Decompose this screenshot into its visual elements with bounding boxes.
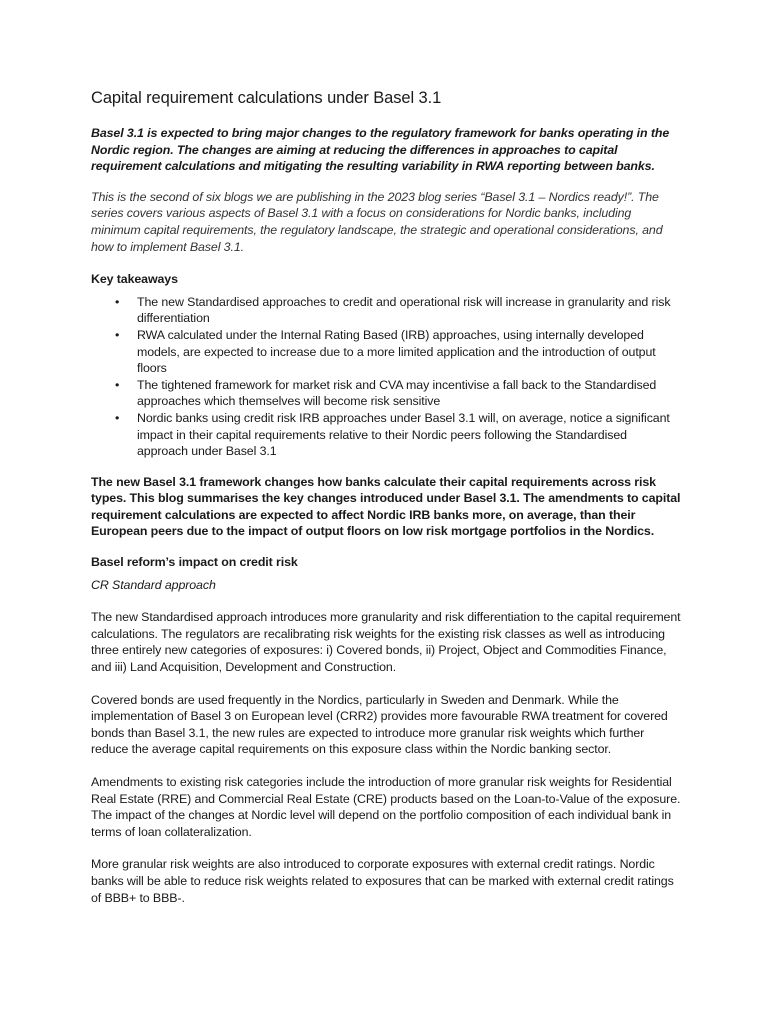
list-item bbox=[91, 377, 681, 410]
key-takeaways-list bbox=[91, 294, 681, 460]
list-item bbox=[91, 410, 681, 460]
list-item bbox=[91, 294, 681, 327]
list-item-text: RWA calculated under the Internal Rating Based (IRB) approaches, using internally developed models, are expected to increase due to a more limited application and the introduction of output floors bbox=[137, 327, 656, 376]
bullet-icon: • bbox=[115, 377, 120, 392]
body-paragraph: Covered bonds are used frequently in the Nordics, particularly in Sweden and Denmark. While the implementation of Basel 3 on European level (CRR2) provides more favourable RWA treatment for covered bonds than Basel 3.1, the new rules are expected to introduce more granular risk weights which further reduce the average capital requirements on this exposure class within the Nordic banking sector. bbox=[91, 692, 668, 757]
bullet-icon: • bbox=[115, 327, 120, 342]
list-item-text: The new Standardised approaches to credit and operational risk will increase in granularity and risk differentiation bbox=[137, 294, 671, 326]
list-item-text: Nordic banks using credit risk IRB approaches under Basel 3.1 will, on average, notice a significant impact in their capital requirements relative to their Nordic peers following the Standardised approach under Basel 3.1 bbox=[137, 410, 670, 459]
credit-risk-heading: Basel reform’s impact on credit risk bbox=[91, 555, 298, 570]
summary-paragraph: The new Basel 3.1 framework changes how banks calculate their capital requirements across risk types. This blog summarises the key changes introduced under Basel 3.1. The amendments to capital requirement calculations are expected to affect Nordic IRB banks more, on average, than their European peers due to the impact of output floors on low risk mortgage portfolios in the Nordics. bbox=[91, 474, 681, 539]
document-page bbox=[91, 87, 681, 922]
body-paragraph: The new Standardised approach introduces more granularity and risk differentiation to the capital requirement calculations. The regulators are recalibrating risk weights for the existing risk classes as well as introducing three entirely new categories of exposures: i) Covered bonds, ii) Project, Object and Commodities Finance, and iii) Land Acquisition, Development and Construction. bbox=[91, 610, 681, 675]
list-item bbox=[91, 327, 681, 377]
cr-standard-heading: CR Standard approach bbox=[91, 577, 216, 592]
document-title: Capital requirement calculations under Basel 3.1 bbox=[91, 89, 442, 107]
intro-paragraph: This is the second of six blogs we are publishing in the 2023 blog series “Basel 3.1 – Nordics ready!”. The series covers various aspects of Basel 3.1 with a focus on considerations for Nordic banks, including minimum capital requirements, the regulatory landscape, the strategic and operational considerations, and how to implement Basel 3.1. bbox=[91, 189, 663, 254]
list-item-text: The tightened framework for market risk and CVA may incentivise a fall back to the Standardised approaches which themselves will become risk sensitive bbox=[137, 377, 657, 409]
body-paragraph: More granular risk weights are also introduced to corporate exposures with external credit ratings. Nordic banks will be able to reduce risk weights related to exposures that can be marked with external credit ratings of BBB+ to BBB-. bbox=[91, 857, 674, 905]
lead-paragraph: Basel 3.1 is expected to bring major changes to the regulatory framework for banks operating in the Nordic region. The changes are aiming at reducing the differences in approaches to capital requirement calculations and mitigating the resulting variability in RWA reporting between banks. bbox=[91, 126, 670, 174]
bullet-icon: • bbox=[115, 410, 120, 425]
key-takeaways-heading: Key takeaways bbox=[91, 272, 178, 287]
body-paragraph: Amendments to existing risk categories include the introduction of more granular risk weights for Residential Real Estate (RRE) and Commercial Real Estate (CRE) products based on the Loan-to-Value of the exposure. The impact of the changes at Nordic level will depend on the portfolio composition of each individual bank in terms of loan collateralization. bbox=[91, 775, 681, 839]
bullet-icon: • bbox=[115, 294, 120, 309]
